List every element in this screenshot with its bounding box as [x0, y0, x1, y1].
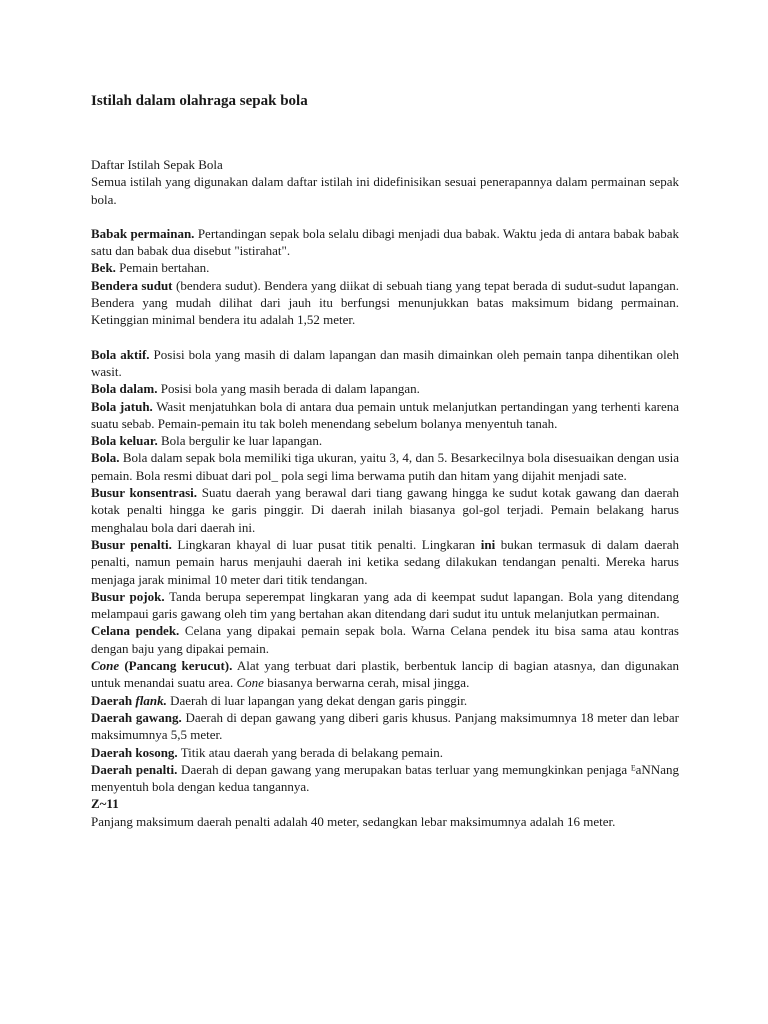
term-label: Bek. [91, 260, 116, 276]
term-italic: Cone [236, 675, 264, 691]
term-definition: Daerah di depan gawang yang merupakan batas terluar yang memungkinkan penjaga ᴱaNNang menyentuh bola dengan kedua tangannya. [91, 761, 679, 795]
term-definition: Daerah di luar lapangan yang dekat dengan garis pinggir. [166, 692, 468, 708]
term-label: Babak permainan. [91, 225, 195, 241]
term-definition-cont: bukan termasuk di dalam daerah penalti, namun pemain harus menjauhi daerah ini ketika sedang dilakukan tendangan penalti. Mereka harus menjaga jarak minimal 10 meter dari titik tendangan. [91, 536, 679, 587]
term-label: Bola aktif. [91, 346, 150, 362]
term-label-italic: flank. [135, 692, 167, 708]
entry-busur-pojok [91, 588, 679, 623]
term-label: Busur konsentrasi. [91, 485, 197, 501]
entry-bola-aktif [91, 346, 679, 381]
term-definition: Bola dalam sepak bola memiliki tiga ukuran, yaitu 3, 4, dan 5. Besarkecilnya bola disesuaikan dengan usia pemain. Bola resmi dibuat dari pol_ pola segi lima berwama putih dan hitam yang dijahit menjadi sate. [91, 450, 679, 483]
term-label: Celana pendek. [91, 623, 180, 639]
term-definition: (bendera sudut). Bendera yang diikat di sebuah tiang yang tepat berada di sudut-sudut lapangan. Bendera yang mudah dilihat dari jauh itu berfungsi menunjukkan batas maksimum bidang permainan. Ketinggian minimal bendera itu adalah 1,52 meter. [91, 277, 679, 328]
document-body [91, 156, 679, 830]
term-definition: Tanda berupa seperempat lingkaran yang ada di keempat sudut lapangan. Bola yang ditendang melampaui garis gawang oleh tim yang bertahan akan ditendang dari sudut itu untuk melanjutkan permainan. [91, 588, 679, 622]
term-definition: Wasit menjatuhkan bola di antara dua pemain untuk melanjutkan pertandingan yang terhenti karena suatu sebab. Pemain-pemain itu tak boleh menendang sebelum bolanya menyentuh tanah. [91, 398, 679, 431]
term-definition: Bola bergulir ke luar lapangan. [157, 433, 323, 449]
term-definition-cont: biasanya berwarna cerah, misal jingga. [263, 675, 470, 691]
term-label: Daerah kosong. [91, 744, 178, 760]
term-definition: Daerah di depan gawang yang diberi garis khusus. Panjang maksimumnya 18 meter dan lebar maksimumnya 5,5 meter. [91, 709, 679, 743]
term-definition: Alat yang terbuat dari plastik, berbentuk lancip di bagian atasnya, dan digunakan untuk menandai suatu area. [91, 658, 679, 691]
term-label-italic: Cone [91, 658, 120, 674]
term-label: Bola keluar. [91, 433, 158, 449]
closing-paragraph: Panjang maksimum daerah penalti adalah 40 meter, sedangkan lebar maksimumnya adalah 16 meter. [91, 813, 616, 829]
term-label: Bola. [91, 450, 120, 466]
term-label: Daerah penalti. [91, 761, 178, 777]
entry-busur-penalti [91, 536, 679, 588]
term-definition: Pemain bertahan. [115, 260, 210, 276]
entry-daerah-penalti [91, 761, 679, 796]
entry-daerah-gawang [91, 709, 679, 744]
term-label: (Pancang kerucut). [119, 658, 233, 674]
term-label: Busur pojok. [91, 588, 165, 604]
intro-paragraph: Semua istilah yang digunakan dalam daftar istilah ini didefinisikan sesuai penerapannya dalam permainan sepak bola. [91, 174, 679, 207]
entry-bola [91, 449, 679, 484]
document-page [91, 0, 679, 1024]
entry-bola-keluar [91, 432, 679, 449]
term-label: Bola dalam. [91, 381, 158, 397]
term-label: Daerah gawang. [91, 709, 182, 725]
entry-bola-dalam [91, 380, 679, 397]
term-label: Bola jatuh. [91, 398, 153, 414]
entry-bola-jatuh [91, 398, 679, 433]
term-label: Bendera sudut [91, 277, 173, 293]
term-definition: Posisi bola yang masih berada di dalam lapangan. [157, 381, 420, 397]
term-definition: Suatu daerah yang berawal dari tiang gawang hingga ke sudut kotak gawang dan daerah kotak penalti hingga ke garis pinggir. Di daerah inilah biasanya gol-gol terjadi. Pemain belakang harus menghalau bola dari daerah ini. [91, 485, 679, 535]
term-label: Daerah [91, 692, 136, 708]
section-heading: Daftar Istilah Sepak Bola [91, 157, 223, 172]
entry-bendera-sudut [91, 277, 679, 329]
term-emphasis: ini [480, 536, 496, 552]
term-definition: Lingkaran khayal di luar pusat titik penalti. Lingkaran [171, 536, 481, 552]
term-definition: Posisi bola yang masih di dalam lapangan dan masih dimainkan oleh pemain tanpa dihentikan oleh wasit. [91, 346, 679, 379]
entry-celana-pendek [91, 622, 679, 657]
document-title: Istilah dalam olahraga sepak bola [91, 93, 308, 109]
term-definition: Celana yang dipakai pemain sepak bola. Warna Celana pendek itu bisa sama atau kontras dengan baju yang dipakai pemain. [91, 623, 679, 656]
entry-busur-konsentrasi [91, 484, 679, 536]
entry-bek [91, 259, 679, 276]
entry-babak-permainan [91, 225, 679, 260]
term-label: Busur penalti. [91, 536, 172, 552]
entry-cone [91, 657, 679, 692]
entry-daerah-flank [91, 692, 679, 709]
term-definition: Pertandingan sepak bola selalu dibagi menjadi dua babak. Waktu jeda di antara babak babak satu dan babak dua disebut "istirahat". [91, 225, 679, 259]
page-marker: Z~11 [91, 796, 119, 812]
term-definition: Titik atau daerah yang berada di belakang pemain. [177, 744, 444, 760]
entry-daerah-kosong [91, 744, 679, 761]
